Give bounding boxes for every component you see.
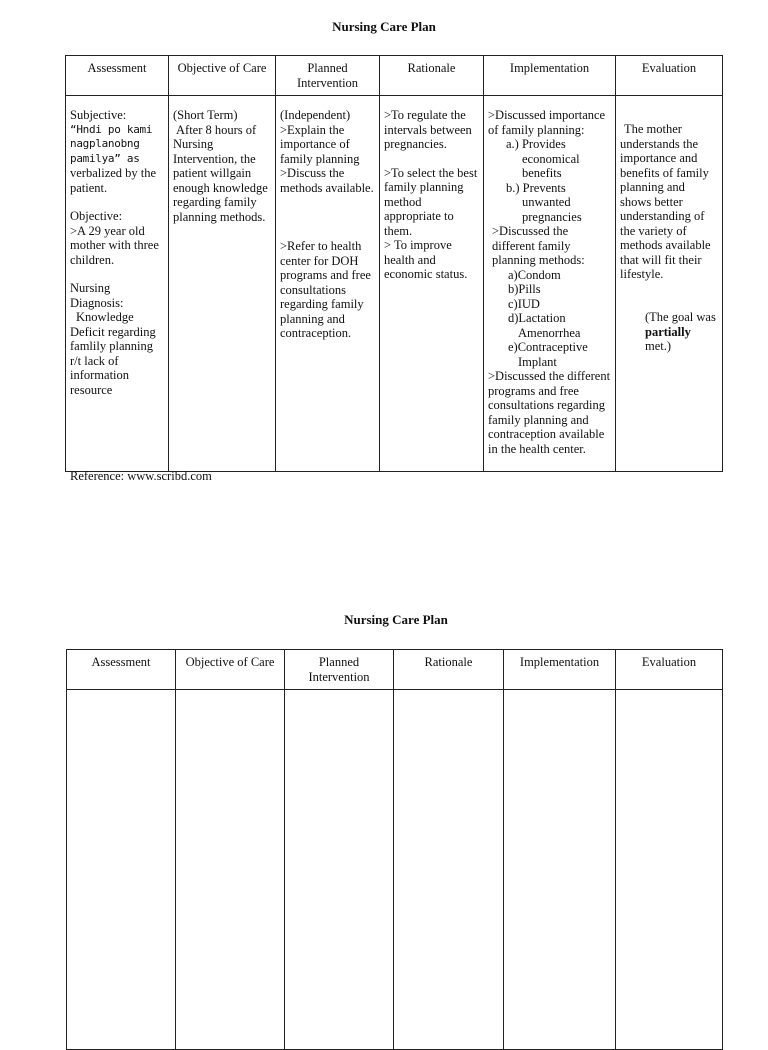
table-row: [66, 96, 723, 472]
header-rationale: Rationale: [394, 650, 504, 690]
method-item: d)Lactation: [508, 311, 566, 325]
intervention-item: >Discuss the methods available.: [280, 166, 374, 195]
method-item: c)IUD: [508, 296, 540, 311]
header-implementation: Implementation: [504, 650, 616, 690]
benefit-item: b.) Prevents: [506, 180, 566, 195]
diagnosis-text: Knowledge Deficit regarding famlily planning r/t lack of information resource: [70, 310, 159, 397]
benefit-item: a.) Provides: [506, 137, 566, 151]
implementation-cell: [484, 96, 616, 472]
subjective-label: Subjective:: [70, 108, 127, 122]
method-item: e)Contraceptive: [508, 340, 588, 354]
patient-quote-line: “Hndi po kami: [70, 122, 153, 136]
objective-term: (Short Term): [173, 108, 238, 122]
reference-text: Reference: www.scribd.com: [70, 469, 212, 483]
verbalized-text: verbalized by the patient.: [70, 166, 160, 195]
header-evaluation: Evaluation: [616, 56, 723, 96]
blank-cell: [616, 690, 723, 1050]
evaluation-cell: [616, 96, 723, 472]
header-objective: Objective of Care: [176, 650, 285, 690]
care-plan-table-blank: [66, 649, 723, 1050]
rationale-item: > To improve health and economic status.: [384, 238, 468, 281]
implementation-discussed: >Discussed the different family planning methods:: [492, 224, 585, 267]
blank-cell: [176, 690, 285, 1050]
header-assessment: Assessment: [67, 650, 176, 690]
goal-statement: [620, 296, 718, 369]
rationale-cell: [380, 96, 484, 472]
page-title: Nursing Care Plan: [332, 19, 436, 34]
objective-care-text: After 8 hours of Nursing Intervention, the patient willgain enough knowledge regarding family planning methods.: [173, 122, 271, 224]
header-objective: Objective of Care: [169, 56, 276, 96]
goal-pre: (The goal was: [645, 310, 716, 324]
objective-text: >A 29 year old mother with three children.: [70, 223, 162, 267]
objective-label: Objective:: [70, 209, 123, 223]
table-row: [67, 690, 723, 1050]
intervention-type: (Independent): [280, 108, 351, 122]
blank-cell: [285, 690, 394, 1050]
intervention-item: >Explain the importance of family planning: [280, 122, 360, 166]
benefit-item: economical benefits: [522, 151, 583, 180]
benefit-item: unwanted pregnancies: [522, 195, 582, 224]
assessment-cell: [66, 96, 169, 472]
header-intervention: Planned Intervention: [285, 650, 394, 690]
evaluation-text: The mother understands the importance and benefits of family planning and shows better understanding of the variety of methods available that will fit their lifestyle.: [620, 122, 714, 281]
patient-quote-line: nagplanobng: [70, 137, 140, 150]
rationale-item: >To select the best family planning method appropriate to them.: [384, 165, 481, 238]
objective-cell: [169, 96, 276, 472]
blank-cell: [67, 690, 176, 1050]
implementation-final: >Discussed the different programs and free consultations regarding family planning and contraception available in the health center.: [488, 369, 614, 456]
header-intervention: Planned Intervention: [276, 56, 380, 96]
patient-quote-line: pamilya” as: [70, 151, 140, 165]
rationale-item: >To regulate the intervals between pregnancies.: [384, 108, 475, 151]
method-item: b)Pills: [508, 282, 541, 296]
header-evaluation: Evaluation: [616, 650, 723, 690]
table-header-row: [67, 650, 723, 690]
blank-cell: [394, 690, 504, 1050]
intervention-cell: [276, 96, 380, 472]
method-item: Amenorrhea: [518, 325, 581, 340]
method-item: a)Condom: [508, 267, 561, 282]
care-plan-table: [65, 55, 723, 472]
page-title: Nursing Care Plan: [344, 612, 448, 627]
intervention-item: >Refer to health center for DOH programs and free consultations regarding family planning and contraception.: [280, 239, 375, 340]
header-implementation: Implementation: [484, 56, 616, 96]
header-rationale: Rationale: [380, 56, 484, 96]
method-item: Implant: [518, 354, 557, 369]
table-header-row: [66, 56, 723, 96]
implementation-intro: >Discussed importance of family planning:: [488, 108, 609, 137]
header-assessment: Assessment: [66, 56, 169, 96]
goal-post: met.): [645, 339, 672, 353]
blank-cell: [504, 690, 616, 1050]
goal-bold: partially: [645, 324, 691, 339]
diagnosis-label: Nursing Diagnosis:: [70, 281, 124, 310]
